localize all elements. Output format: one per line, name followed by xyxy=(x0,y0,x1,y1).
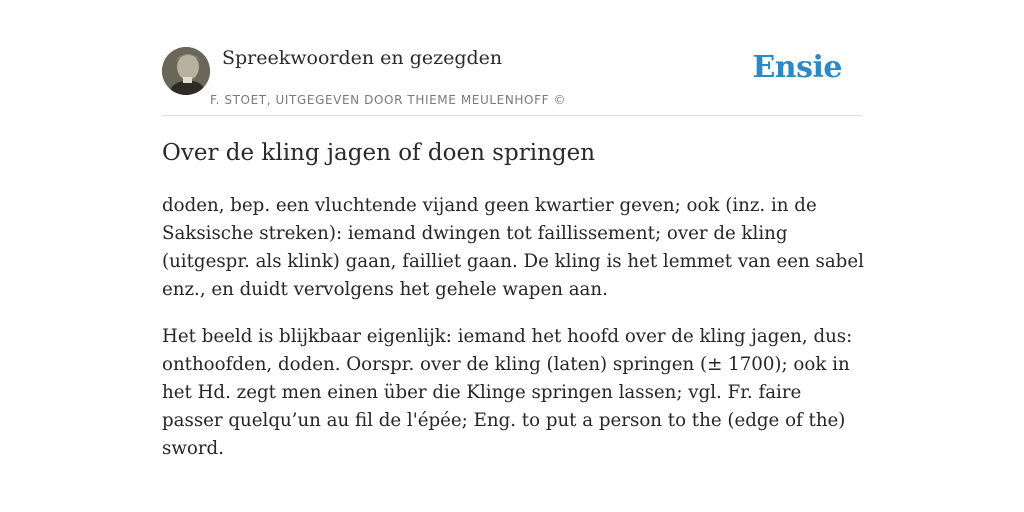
source-title[interactable]: Spreekwoorden en gezegden xyxy=(222,47,503,69)
author-avatar xyxy=(162,47,210,95)
ensie-logo-link[interactable]: Ensie xyxy=(752,50,842,85)
entry-definition xyxy=(162,192,866,482)
definition-paragraph: doden, bep. een vluchtende vijand geen kwartier geven; ook (inz. in de Saksische streken): iemand dwingen tot faillissement; over de kling (uitgespr. als klink) gaan, failliet gaan. De kling is het lemmet van een sabel enz., en duidt vervolgens het gehele wapen aan. xyxy=(162,195,864,300)
source-header xyxy=(162,46,862,116)
definition-paragraph: Het beeld is blijkbaar eigenlijk: iemand het hoofd over de kling jagen, dus: onthoofden, doden. Oorspr. over de kling (laten) springen (± 1700); ook in het Hd. zegt men einen über die Klinge springen lassen; vgl. Fr. faire passer quelqu’un au fil de l'épée; Eng. to put a person to the (edge of the) sword. xyxy=(162,326,853,459)
source-credit: F. STOET, UITGEGEVEN DOOR THIEME MEULENHOFF © xyxy=(210,93,567,107)
portrait-photo-icon xyxy=(162,47,210,95)
header-divider xyxy=(162,115,862,116)
entry-title: Over de kling jagen of doen springen xyxy=(162,140,596,166)
